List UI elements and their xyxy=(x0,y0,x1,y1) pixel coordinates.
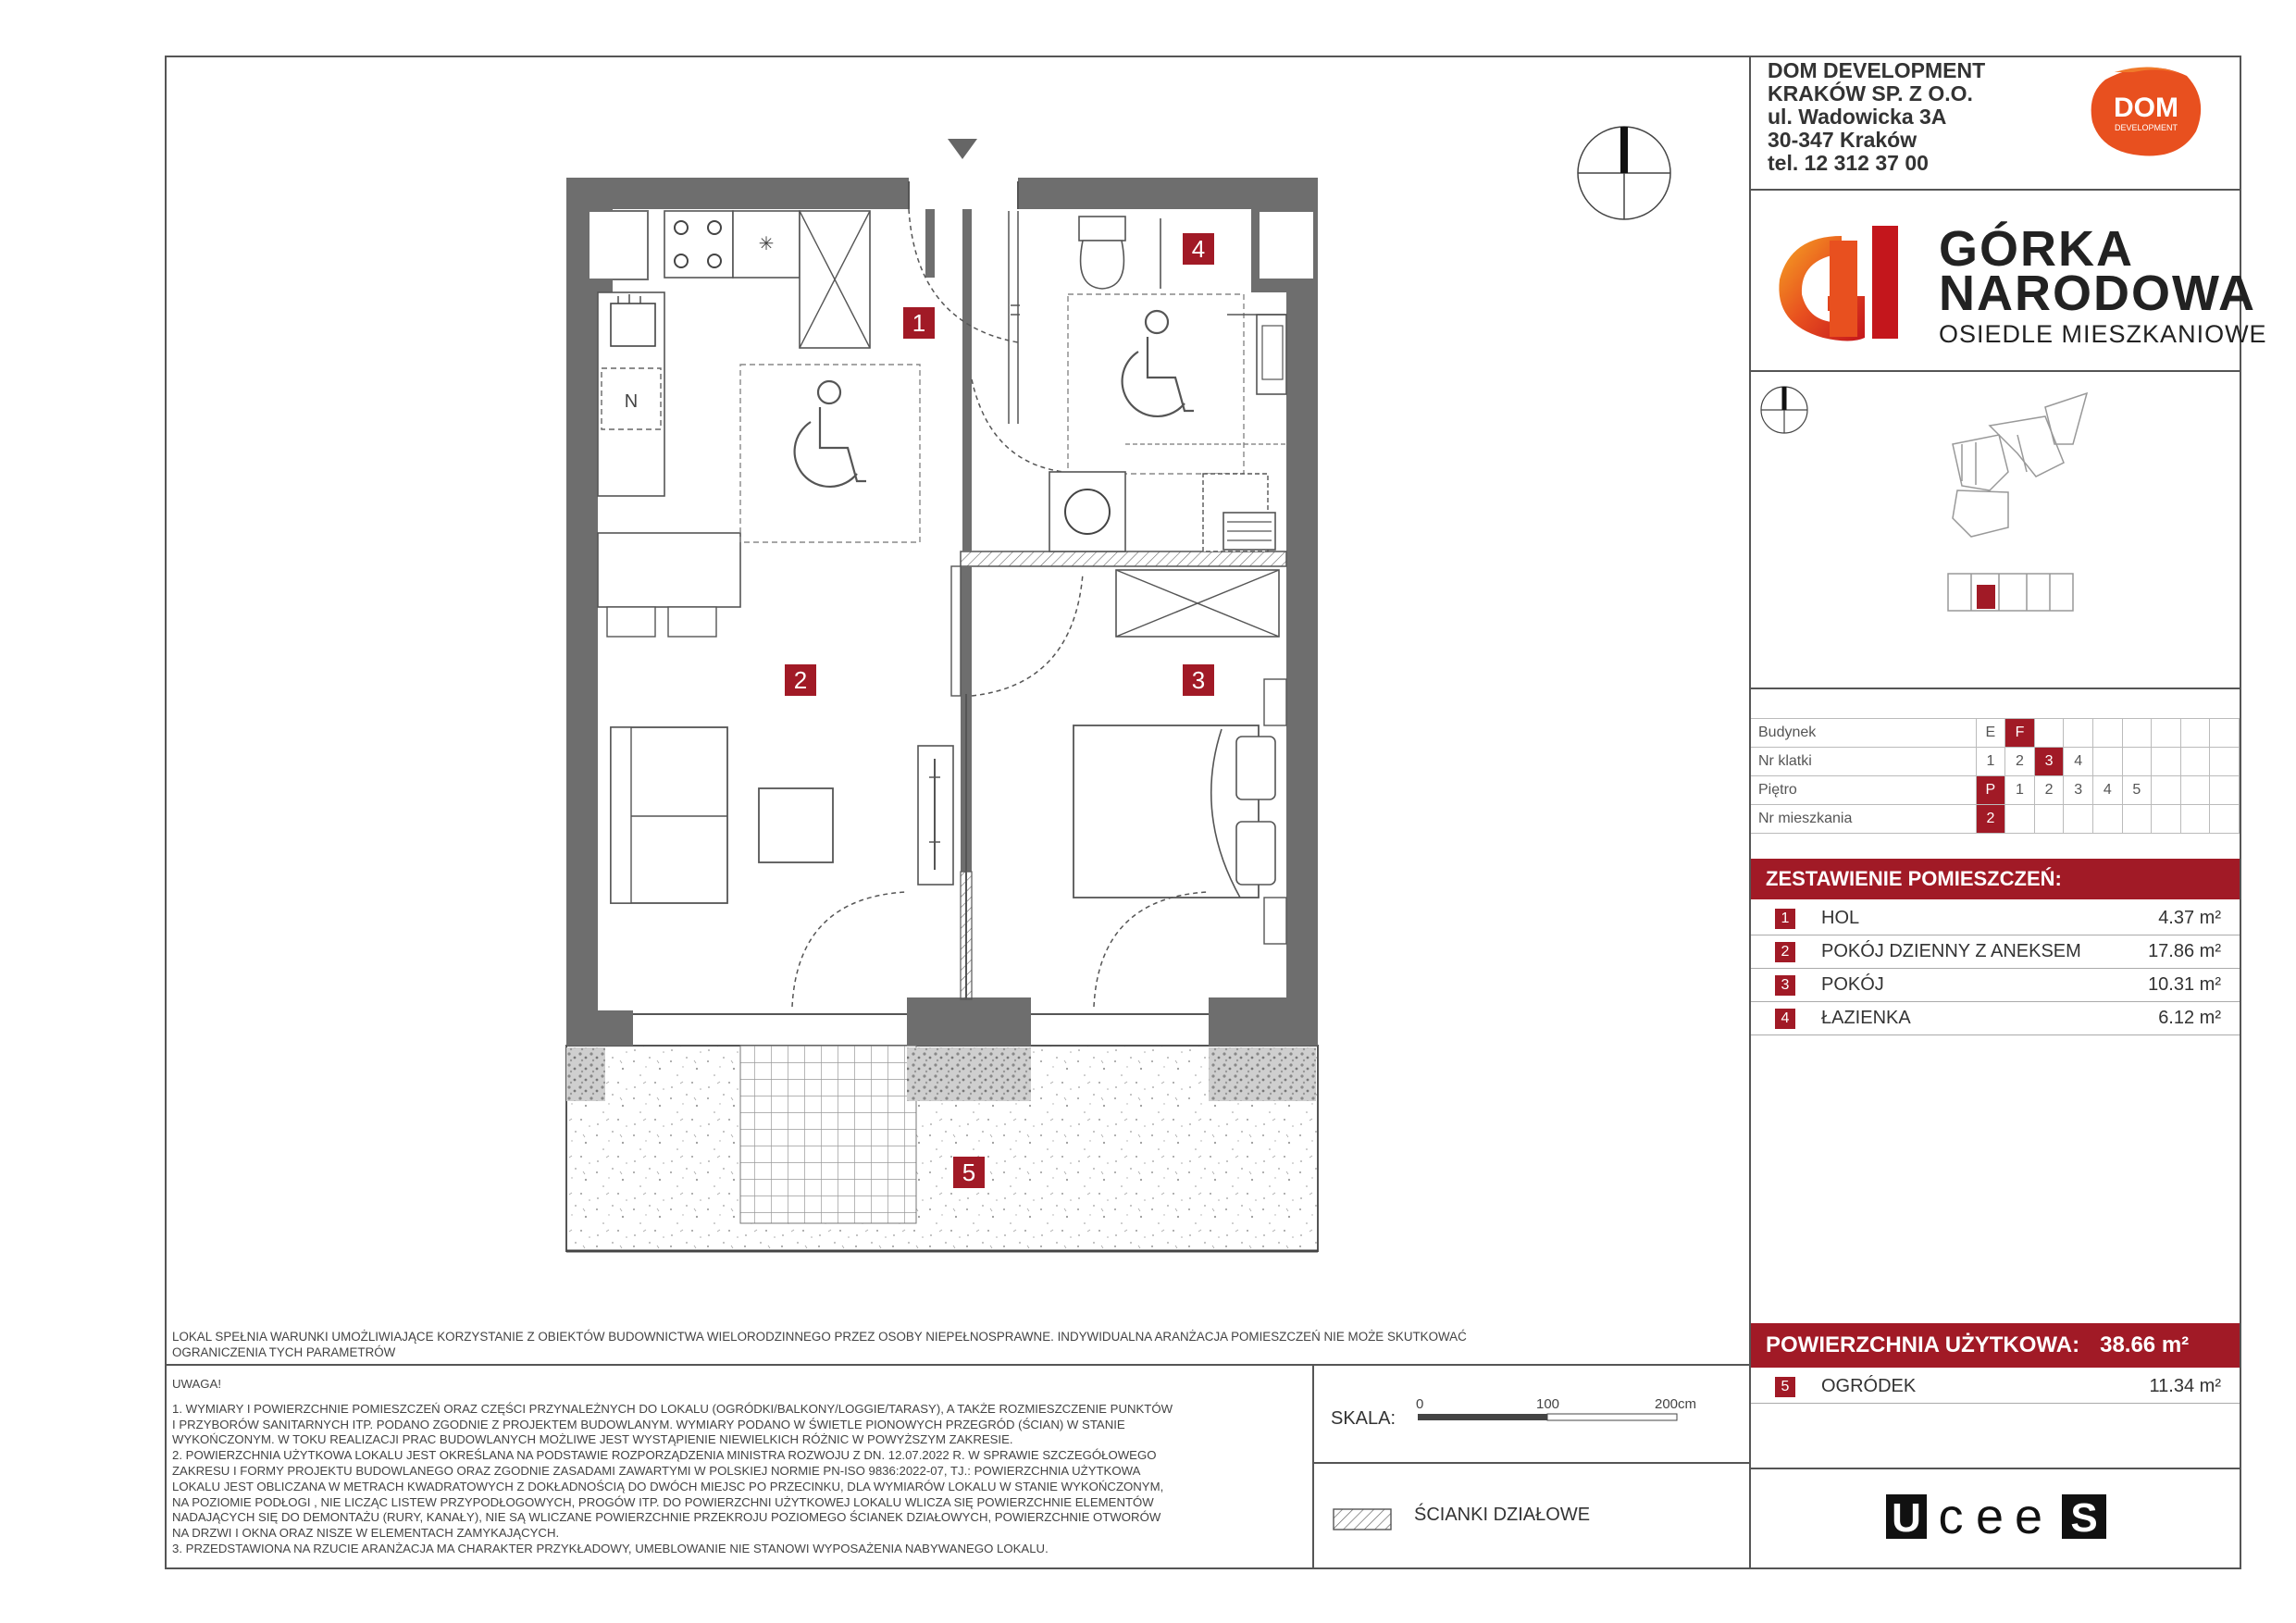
divider xyxy=(1751,370,2240,372)
remark-line: UWAGA! xyxy=(172,1377,221,1391)
room-name: POKÓJ DZIENNY Z ANEKSEM xyxy=(1821,941,2081,961)
info-cell xyxy=(2092,748,2122,776)
info-cell xyxy=(2152,748,2181,776)
info-cell xyxy=(2122,719,2152,748)
site-key-plan xyxy=(1934,389,2101,648)
total-area-bar xyxy=(1751,1323,2240,1368)
ucees-letter: c xyxy=(1938,1493,1964,1541)
remark-line: NA DRZWI I OKNA ORAZ NISZE W ELEMENTACH ZAMYKAJĄCYCH. xyxy=(172,1526,560,1541)
room-area: 6.12 m² xyxy=(2158,1008,2221,1028)
ucees-letter: e xyxy=(1975,1493,2004,1541)
divider xyxy=(1751,189,2240,191)
info-cell xyxy=(2005,805,2035,834)
info-cell-selected: F xyxy=(2005,719,2035,748)
info-label: Nr klatki xyxy=(1751,748,1976,776)
info-label: Piętro xyxy=(1751,776,1976,805)
divider xyxy=(1751,1468,2240,1469)
info-cell: 4 xyxy=(2092,776,2122,805)
remark-line: 3. PRZEDSTAWIONA NA RZUCIE ARANŻACJA MA CHARAKTER PRZYKŁADOWY, UMEBLOWANIE NIE STANOWI WYPOSAŻENIA NABYWANEGO LOKALU. xyxy=(172,1541,1049,1555)
svg-text:N: N xyxy=(624,391,639,412)
room-label-bedroom: 3 xyxy=(1191,666,1206,694)
room-row xyxy=(1751,902,2240,935)
info-row-floor xyxy=(1751,776,2240,805)
room-label-bathroom: 4 xyxy=(1191,235,1206,263)
svg-text:✳: ✳ xyxy=(758,234,775,254)
room-name: ŁAZIENKA xyxy=(1821,1008,1911,1028)
info-cell: E xyxy=(1976,719,2005,748)
info-cell xyxy=(2034,719,2064,748)
remark-line: ZAKRESU I FORMY PROJEKTU BUDOWLANEGO ORAZ ZGODNIE ZASADAMI ZAWARTYMI W POLSKIEJ NORMIE PN-ISO 9836:2022-07, TJ.: POWIERZCHNIA UŻYTKOWA xyxy=(172,1463,1141,1478)
remark-line: NADAJĄCYCH SIĘ DO DEMONTAŻU (RURY, KANAŁY), NIE SĄ WLICZANE POWIERZCHNIE PRZEKROJU POZIOMEGO ŚCIANEK DZIAŁOWYCH, POWIERZCHNIE OTWORÓW xyxy=(172,1510,1161,1525)
info-cell xyxy=(2180,719,2210,748)
info-cell xyxy=(2122,748,2152,776)
scale-tick-label: 0 xyxy=(1416,1396,1424,1412)
dom-logo-subtext: DEVELOPMENT xyxy=(2114,123,2178,132)
north-arrow-icon xyxy=(1573,122,1675,224)
note-line: LOKAL SPEŁNIA WARUNKI UMOŻLIWIAJĄCE KORZYSTANIE Z OBIEKTÓW BUDOWNICTWA WIELORODZINNEGO PRZEZ OSOBY NIEPEŁNOSPRAWNE. INDYWIDUALNA ARANŻACJA POMIESZCZEŃ NIE MOŻE SKUTKOWAĆ xyxy=(172,1330,1467,1344)
info-cell xyxy=(2210,719,2240,748)
north-arrow-small-icon xyxy=(1758,384,1810,436)
dom-logo-text: DOM xyxy=(2114,93,2178,123)
info-cell xyxy=(2122,805,2152,834)
total-area-label: POWIERZCHNIA UŻYTKOWA: xyxy=(1766,1332,2080,1357)
divider xyxy=(165,1364,1751,1366)
note-line: OGRANICZENIA TYCH PARAMETRÓW xyxy=(172,1344,396,1359)
info-cell xyxy=(2210,805,2240,834)
scale-bar xyxy=(1407,1395,1703,1429)
company-name-2: KRAKÓW SP. Z O.O. xyxy=(1768,81,1973,105)
remark-line: LOKALU JEST OBLICZANA W METRACH KWADRATOWYCH Z DOKŁADNOŚCIĄ DO DWÓCH MIEJSC PO PRZECINKU, DLA WYMIARÓW LOKALU W STANIE WYKOŃCZONYM, xyxy=(172,1479,1164,1493)
room-row xyxy=(1751,1002,2240,1035)
remark-line: 1. WYMIARY I POWIERZCHNIE POMIESZCZEŃ ORAZ CZĘŚCI PRZYNALEŻNYCH DO LOKALU (OGRÓDKI/BALKONY/LOGGIE/TARASY), A TAKŻE ROZMIESZCZENIE PUNKTÓW xyxy=(172,1401,1173,1416)
room-number-badge: 1 xyxy=(1775,909,1795,929)
ucees-logo xyxy=(1886,1493,2108,1541)
rooms-header-text: ZESTAWIENIE POMIESZCZEŃ: xyxy=(1766,867,2062,890)
info-row-building xyxy=(1751,719,2240,748)
scale-tick-label: 200cm xyxy=(1655,1396,1697,1412)
info-cell xyxy=(2152,719,2181,748)
room-name: HOL xyxy=(1821,908,1860,928)
partition-legend-swatch xyxy=(1333,1508,1392,1530)
ucees-letter: S xyxy=(2070,1495,2098,1541)
info-cell xyxy=(2180,805,2210,834)
company-address xyxy=(1768,59,1985,175)
info-cell xyxy=(2210,776,2240,805)
gorka-title-1: GÓRKA xyxy=(1939,221,2134,277)
room-label-garden: 5 xyxy=(962,1158,976,1186)
ucees-letter: U xyxy=(1892,1495,1921,1541)
room-number-badge: 5 xyxy=(1775,1377,1795,1397)
room-number-badge: 3 xyxy=(1775,975,1795,996)
info-cell-selected: 2 xyxy=(1976,805,2005,834)
room-name: OGRÓDEK xyxy=(1821,1376,1917,1396)
total-area-value: 38.66 m² xyxy=(2100,1332,2190,1357)
gorka-logo-mark xyxy=(1772,222,1939,352)
info-label: Nr mieszkania xyxy=(1751,805,1976,834)
company-phone: tel. 12 312 37 00 xyxy=(1768,151,1929,175)
info-cell: 1 xyxy=(1976,748,2005,776)
info-cell-selected: P xyxy=(1976,776,2005,805)
room-label-hall: 1 xyxy=(912,309,926,337)
info-cell: 1 xyxy=(2005,776,2035,805)
info-cell xyxy=(2180,748,2210,776)
info-cell xyxy=(2064,719,2093,748)
info-cell xyxy=(2210,748,2240,776)
info-row-apartment xyxy=(1751,805,2240,834)
company-city: 30-347 Kraków xyxy=(1768,128,1917,152)
gorka-subtitle: OSIEDLE MIESZKANIOWE xyxy=(1939,320,2267,348)
info-cell xyxy=(2180,776,2210,805)
remark-line xyxy=(172,1393,1301,1402)
accessibility-note xyxy=(172,1330,1727,1360)
scale-label: SKALA: xyxy=(1331,1408,1396,1429)
remark-line: NA POZIOMIE PODŁOGI , NIE LICZĄC LISTEW PRZYPODŁOGOWYCH, PROGÓW ITP. DO POWIERZCHNI UŻYTKOWEJ LOKALU WLICZA SIĘ POWIERZCHNIE ELEMENTÓW xyxy=(172,1494,1154,1509)
remark-line: 2. POWIERZCHNIA UŻYTKOWA LOKALU JEST OKREŚLANA NA PODSTAWIE ROZPORZĄDZENIA MINISTRA ROZWOJU Z DN. 12.07.2022 R. W SPRAWIE SZCZEGÓŁOWEGO xyxy=(172,1448,1157,1463)
remarks xyxy=(172,1377,1301,1557)
info-cell: 4 xyxy=(2064,748,2093,776)
info-cell: 5 xyxy=(2122,776,2152,805)
info-cell xyxy=(2152,776,2181,805)
scale-tick-label: 100 xyxy=(1536,1396,1560,1412)
partition-legend-label: ŚCIANKI DZIAŁOWE xyxy=(1414,1505,1591,1525)
floor-plan xyxy=(555,130,1351,1277)
info-cell-selected: 3 xyxy=(2034,748,2064,776)
divider xyxy=(1751,688,2240,689)
remark-line: WYKOŃCZONYM. W TOKU REALIZACJI PRAC BUDOWLANYCH MOŻLIWE JEST WYSTĄPIENIE NIEWIELKICH RÓŻNIC W POWYŻSZYM ZAKRESIE. xyxy=(172,1432,1013,1447)
garden-row xyxy=(1751,1370,2240,1404)
room-area: 10.31 m² xyxy=(2148,974,2221,995)
info-label: Budynek xyxy=(1751,719,1976,748)
info-cell xyxy=(2064,805,2093,834)
divider xyxy=(1312,1462,1751,1464)
room-area: 4.37 m² xyxy=(2158,908,2221,928)
info-row-staircase xyxy=(1751,748,2240,776)
remark-line: I PRZYBORÓW SANITARNYCH ITP. PODANO ZGODNIE Z PROJEKTEM BUDOWLANYM. WYMIARY PODANO W ŚWIETLE PIONOWYCH PRZEGRÓD (ŚCIAN) W STANIE xyxy=(172,1417,1125,1431)
room-row xyxy=(1751,935,2240,969)
room-area: 11.34 m² xyxy=(2149,1376,2221,1396)
room-number-badge: 4 xyxy=(1775,1009,1795,1029)
room-area: 17.86 m² xyxy=(2148,941,2221,961)
info-cell: 2 xyxy=(2005,748,2035,776)
gorka-narodowa-logo xyxy=(1772,213,2267,352)
gorka-title-2: NARODOWA xyxy=(1939,266,2256,321)
room-number-badge: 2 xyxy=(1775,942,1795,962)
room-name: POKÓJ xyxy=(1821,974,1884,995)
room-row xyxy=(1751,969,2240,1002)
ucees-letter: e xyxy=(2014,1493,2043,1541)
info-cell: 3 xyxy=(2064,776,2093,805)
company-name: DOM DEVELOPMENT xyxy=(1768,58,1986,82)
info-cell xyxy=(2092,719,2122,748)
dom-development-logo xyxy=(2087,63,2207,160)
info-cell xyxy=(2152,805,2181,834)
info-cell xyxy=(2034,805,2064,834)
rooms-header xyxy=(1751,859,2240,899)
divider xyxy=(1312,1364,1314,1569)
company-street: ul. Wadowicka 3A xyxy=(1768,105,1947,129)
info-cell xyxy=(2092,805,2122,834)
room-label-living: 2 xyxy=(793,666,808,694)
apartment-info-table xyxy=(1751,718,2240,834)
info-cell: 2 xyxy=(2034,776,2064,805)
